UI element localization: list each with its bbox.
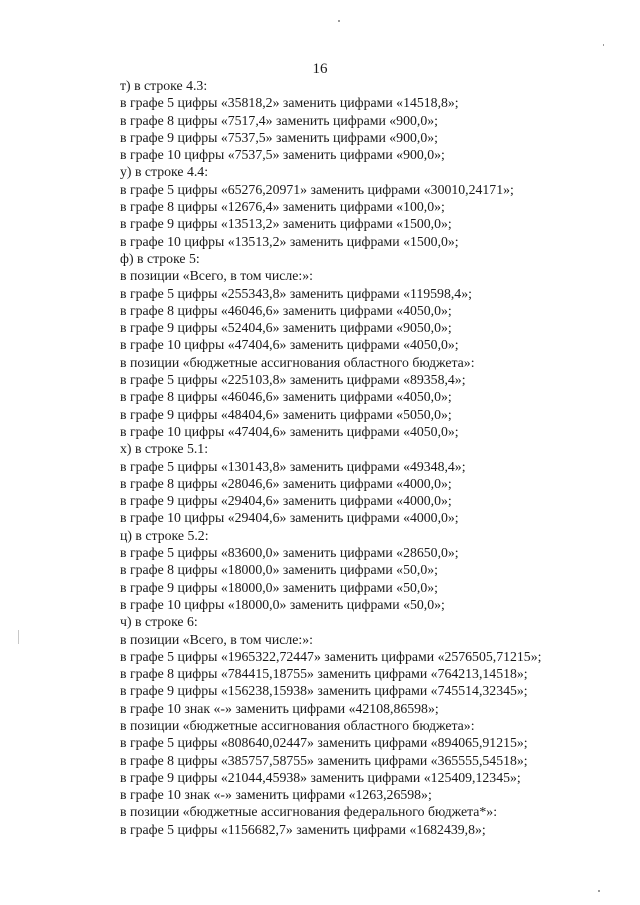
text-line: в графе 9 цифры «21044,45938» заменить цифрами «125409,12345»; [120,769,521,785]
text-line: в графе 10 цифры «29404,6» заменить цифрами «4000,0»; [120,510,459,526]
text-line: в графе 10 цифры «7537,5» заменить цифрами «900,0»; [120,147,445,163]
text-line: ч) в строке 6: [120,614,198,630]
text-line: в графе 5 цифры «808640,02447» заменить цифрами «894065,91215»; [120,735,528,751]
text-line: х) в строке 5.1: [120,441,209,457]
page-number: 16 [312,61,328,77]
text-line: ф) в строке 5: [120,250,200,266]
text-line: в графе 5 цифры «130143,8» заменить цифрами «49348,4»; [120,458,466,474]
text-line: в графе 8 цифры «784415,18755» заменить цифрами «764213,14518»; [120,666,528,682]
scan-speck [338,20,340,22]
text-line: в графе 5 цифры «65276,20971» заменить цифрами «30010,24171»; [120,181,514,197]
text-line: в позиции «бюджетные ассигнования федерального бюджета*»: [120,804,498,820]
text-line: т) в строке 4.3: [120,78,208,93]
text-line: в графе 10 цифры «47404,6» заменить цифрами «4050,0»; [120,423,459,439]
text-line: в графе 5 цифры «225103,8» заменить цифрами «89358,4»; [120,372,466,388]
text-line: в графе 10 цифры «18000,0» заменить цифрами «50,0»; [120,596,445,612]
text-line: в графе 5 цифры «35818,2» заменить цифрами «14518,8»; [120,95,459,111]
text-line: ц) в строке 5.2: [120,527,209,543]
text-line: в графе 9 цифры «29404,6» заменить цифрами «4000,0»; [120,493,452,509]
text-line: в позиции «бюджетные ассигнования областного бюджета»: [120,717,475,733]
text-line: в графе 9 цифры «52404,6» заменить цифрами «9050,0»; [120,320,452,336]
text-line: в графе 9 цифры «48404,6» заменить цифрами «5050,0»; [120,406,452,422]
text-line: в графе 5 цифры «1156682,7» заменить цифрами «1682439,8»; [120,821,486,837]
text-line: в графе 5 цифры «255343,8» заменить цифрами «119598,4»; [120,285,472,301]
scan-speck [603,44,604,46]
text-line: в графе 9 цифры «18000,0» заменить цифрами «50,0»; [120,579,438,595]
text-line: в графе 10 цифры «13513,2» заменить цифрами «1500,0»; [120,233,459,249]
text-line: в графе 9 цифры «156238,15938» заменить цифрами «745514,32345»; [120,683,528,699]
text-line: в графе 10 цифры «47404,6» заменить цифрами «4050,0»; [120,337,459,353]
text-line: в графе 5 цифры «1965322,72447» заменить цифрами «2576505,71215»; [120,648,542,664]
text-line: в графе 9 цифры «7537,5» заменить цифрами «900,0»; [120,129,438,145]
amendment-text [120,77,635,838]
text-line: у) в строке 4.4: [120,164,209,180]
text-line: в позиции «бюджетные ассигнования областного бюджета»: [120,354,475,370]
text-line: в графе 10 знак «-» заменить цифрами «42108,86598»; [120,700,439,716]
text-line: в позиции «Всего, в том числе:»: [120,268,313,284]
text-line: в графе 5 цифры «83600,0» заменить цифрами «28650,0»; [120,545,459,561]
text-line: в графе 8 цифры «12676,4» заменить цифрами «100,0»; [120,199,445,215]
text-line: в позиции «Всего, в том числе:»: [120,631,313,647]
text-line: в графе 9 цифры «13513,2» заменить цифрами «1500,0»; [120,216,452,232]
text-line: в графе 8 цифры «18000,0» заменить цифрами «50,0»; [120,562,438,578]
text-line: в графе 8 цифры «46046,6» заменить цифрами «4050,0»; [120,389,452,405]
text-line: в графе 10 знак «-» заменить цифрами «1263,26598»; [120,787,432,803]
text-line: в графе 8 цифры «385757,58755» заменить цифрами «365555,54518»; [120,752,528,768]
scan-speck [598,890,600,892]
text-line: в графе 8 цифры «46046,6» заменить цифрами «4050,0»; [120,302,452,318]
scan-margin-line [18,630,19,644]
text-line: в графе 8 цифры «28046,6» заменить цифрами «4000,0»; [120,475,452,491]
text-line: в графе 8 цифры «7517,4» заменить цифрами «900,0»; [120,112,438,128]
